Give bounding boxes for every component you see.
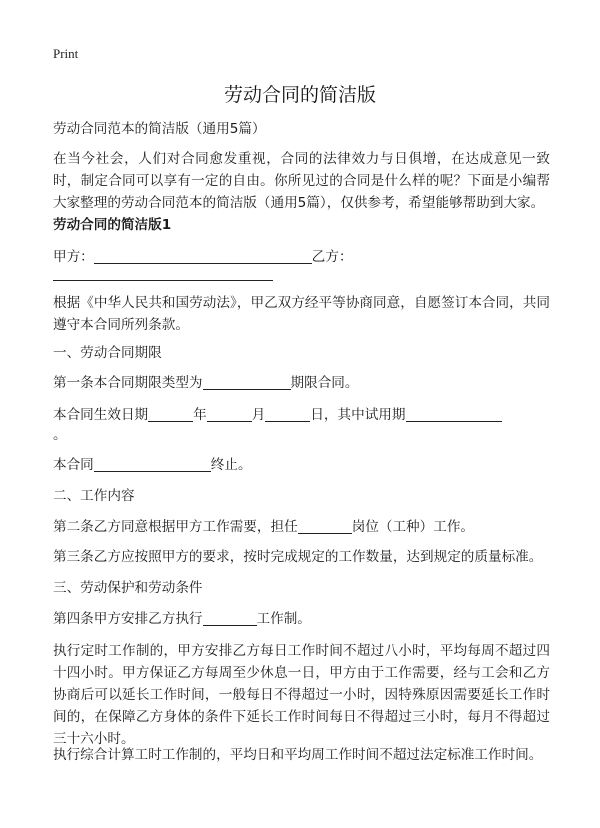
article-2-text: 第二条乙方同意根据甲方工作需要，担任 [53, 519, 298, 535]
probation-label: 日，其中试用期 [310, 407, 406, 423]
article-4-suffix: 工作制。 [256, 611, 311, 627]
heading-contract-term: 一、劳动合同期限 [53, 345, 162, 361]
party-line [53, 246, 550, 268]
party-a-label: 甲方： [53, 249, 94, 265]
fixed-hours-paragraph: 执行定时工作制的，甲方安排乙方每日工作时间不超过八小时，平均每周不超过四十四小时。甲方保证乙方每周至少休息一日，甲方由于工作需要，经与工会和乙方协商后可以延长工作时间，一般每日不得超过一小时，因特殊原因需要延长工作时间的，在保障乙方身体的条件下延长工作时间每日不得超过三小时，每月不得超过三十六小时。 [53, 643, 550, 747]
work-system-blank [203, 611, 257, 626]
intro-paragraph: 在当今社会，人们对合同愈发重视，合同的法律效力与日俱增，在达成意见一致时，制定合同可以享有一定的自由。你所见过的合同是什么样的呢？下面是小编帮大家整理的劳动合同范本的简洁版（通用5篇），仅供参考，希望能够帮助到大家。 [53, 151, 550, 211]
article-4 [53, 608, 550, 630]
term-type-blank [203, 375, 291, 390]
preamble-paragraph: 根据《中华人民共和国劳动法》，甲乙双方经平等协商同意，自愿签订本合同，共同遵守本合同所列条款。 [53, 295, 550, 333]
party-b-label: 乙方： [311, 249, 353, 265]
effective-date-line [53, 404, 550, 426]
article-1 [53, 372, 550, 394]
position-blank [298, 519, 352, 534]
article-2 [53, 516, 550, 538]
section-heading: 劳动合同的简洁版1 [53, 217, 172, 233]
year-label: 年 [193, 407, 207, 423]
subtitle: 劳动合同范本的简洁版（通用5篇） [53, 121, 266, 137]
month-label: 月 [251, 407, 266, 423]
heading-labor-protection: 三、劳动保护和劳动条件 [53, 580, 203, 596]
article-1-suffix: 期限合同。 [290, 375, 359, 391]
page-title: 劳动合同的简洁版 [223, 84, 376, 106]
article-4-text: 第四条甲方安排乙方执行 [53, 611, 203, 627]
article-1-text: 第一条本合同期限类型为 [53, 375, 203, 391]
year-blank [148, 407, 193, 422]
party-b-blank [53, 266, 273, 281]
contract-end-label: 本合同 [53, 457, 94, 473]
comprehensive-hours-paragraph: 执行综合计算工时工作制的，平均日和平均周工作时间不超过法定标准工作时间。 [53, 747, 543, 763]
article-2-suffix: 岗位（工种）工作。 [351, 519, 475, 535]
effective-date-end: 。 [53, 427, 67, 443]
month-blank [207, 407, 252, 422]
article-3: 第三条乙方应按照甲方的要求，按时完成规定的工作数量，达到规定的质量标准。 [53, 549, 543, 565]
contract-end-suffix: 终止。 [210, 457, 252, 473]
probation-blank [406, 407, 502, 422]
contract-end-line [53, 454, 550, 476]
print-link[interactable]: Print [53, 46, 79, 61]
party-a-blank [94, 249, 312, 264]
heading-work-content: 二、工作内容 [53, 488, 135, 504]
day-blank [265, 407, 310, 422]
effective-date-label: 本合同生效日期 [53, 407, 149, 423]
end-date-blank [94, 457, 211, 472]
